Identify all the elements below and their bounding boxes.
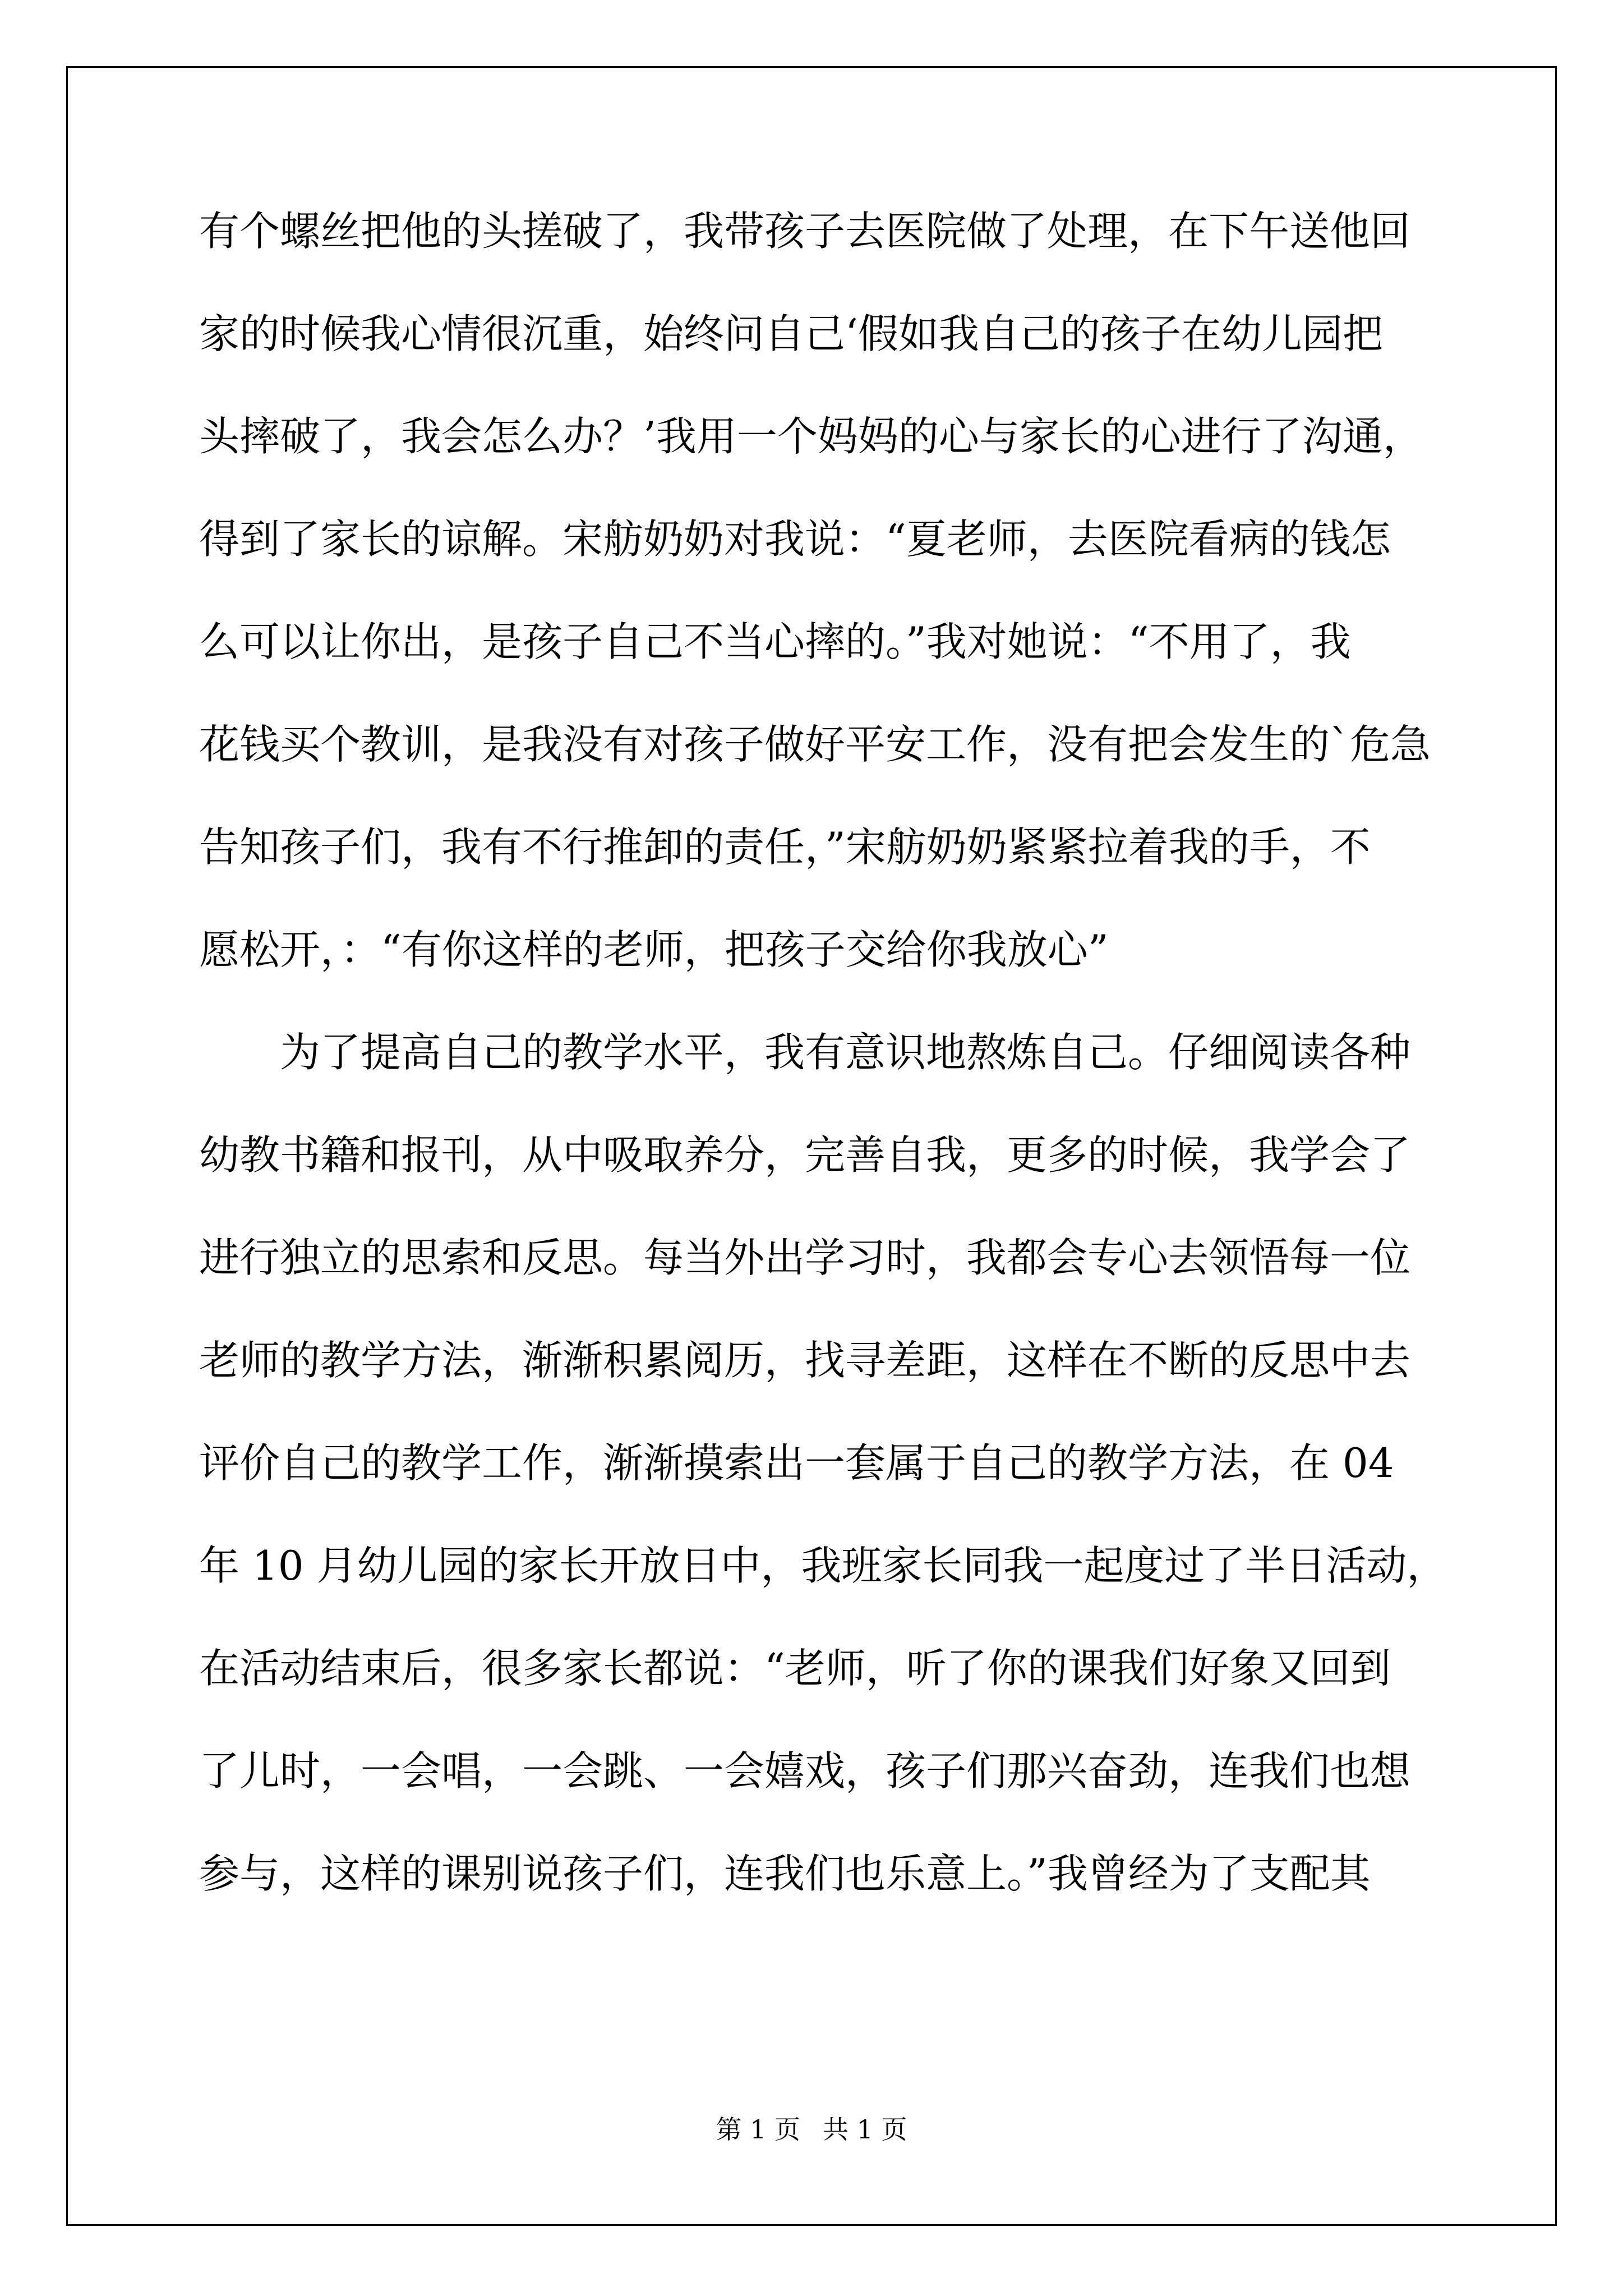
- page-total: 共 1 页: [823, 2114, 907, 2145]
- page-number: 第 1 页: [716, 2114, 800, 2145]
- paragraph-start-line: 为了提高自己的教学水平，我有意识地熬炼自己。仔细阅读各种: [280, 1029, 1411, 1076]
- text-line: 头摔破了，我会怎么办？’我用一个妈妈的心与家长的心进行了沟通，: [199, 413, 1423, 460]
- text-line: 了儿时，一会唱，一会跳、一会嬉戏，孩子们那兴奋劲，连我们也想: [199, 1747, 1411, 1795]
- page-footer: [0, 2109, 1623, 2146]
- text-line: 进行独立的思索和反思。每当外出学习时，我都会专心去领悟每一位: [199, 1234, 1411, 1281]
- text-line: 得到了家长的谅解。宋舫奶奶对我说：“夏老师，去医院看病的钱怎: [199, 516, 1391, 563]
- text-line: 参与，这样的课别说孩子们，连我们也乐意上。”我曾经为了支配其: [199, 1850, 1371, 1897]
- text-line: 幼教书籍和报刊，从中吸取养分，完善自我，更多的时候，我学会了: [199, 1131, 1411, 1179]
- text-line: 愿松开，：“有你这样的老师，把孩子交给你我放心”: [199, 926, 1109, 973]
- text-line: 评价自己的教学工作，渐渐摸索出一套属于自己的教学方法，在 04: [199, 1439, 1394, 1487]
- text-line: 年 10 月幼儿园的家长开放日中，我班家长同我一起度过了半日活动，: [199, 1542, 1447, 1589]
- text-line: 家的时候我心情很沉重，始终问自己‘假如我自己的孩子在幼儿园把: [199, 310, 1383, 357]
- text-line: 告知孩子们，我有不行推卸的责任，”宋舫奶奶紧紧拉着我的手，不: [199, 823, 1371, 871]
- text-line: 老师的教学方法，渐渐积累阅历，找寻差距，这样在不断的反思中去: [199, 1337, 1411, 1384]
- text-line: 么可以让你出，是孩子自己不当心摔的。”我对她说：“不用了，我: [199, 618, 1351, 665]
- document-body: [199, 205, 1447, 1950]
- text-line: 在活动结束后，很多家长都说：“老师，听了你的课我们好象又回到: [199, 1645, 1391, 1692]
- text-line: 有个螺丝把他的头搓破了，我带孩子去医院做了处理，在下午送他回: [199, 208, 1411, 255]
- text-line: 花钱买个教训，是我没有对孩子做好平安工作，没有把会发生的`危急: [199, 721, 1431, 768]
